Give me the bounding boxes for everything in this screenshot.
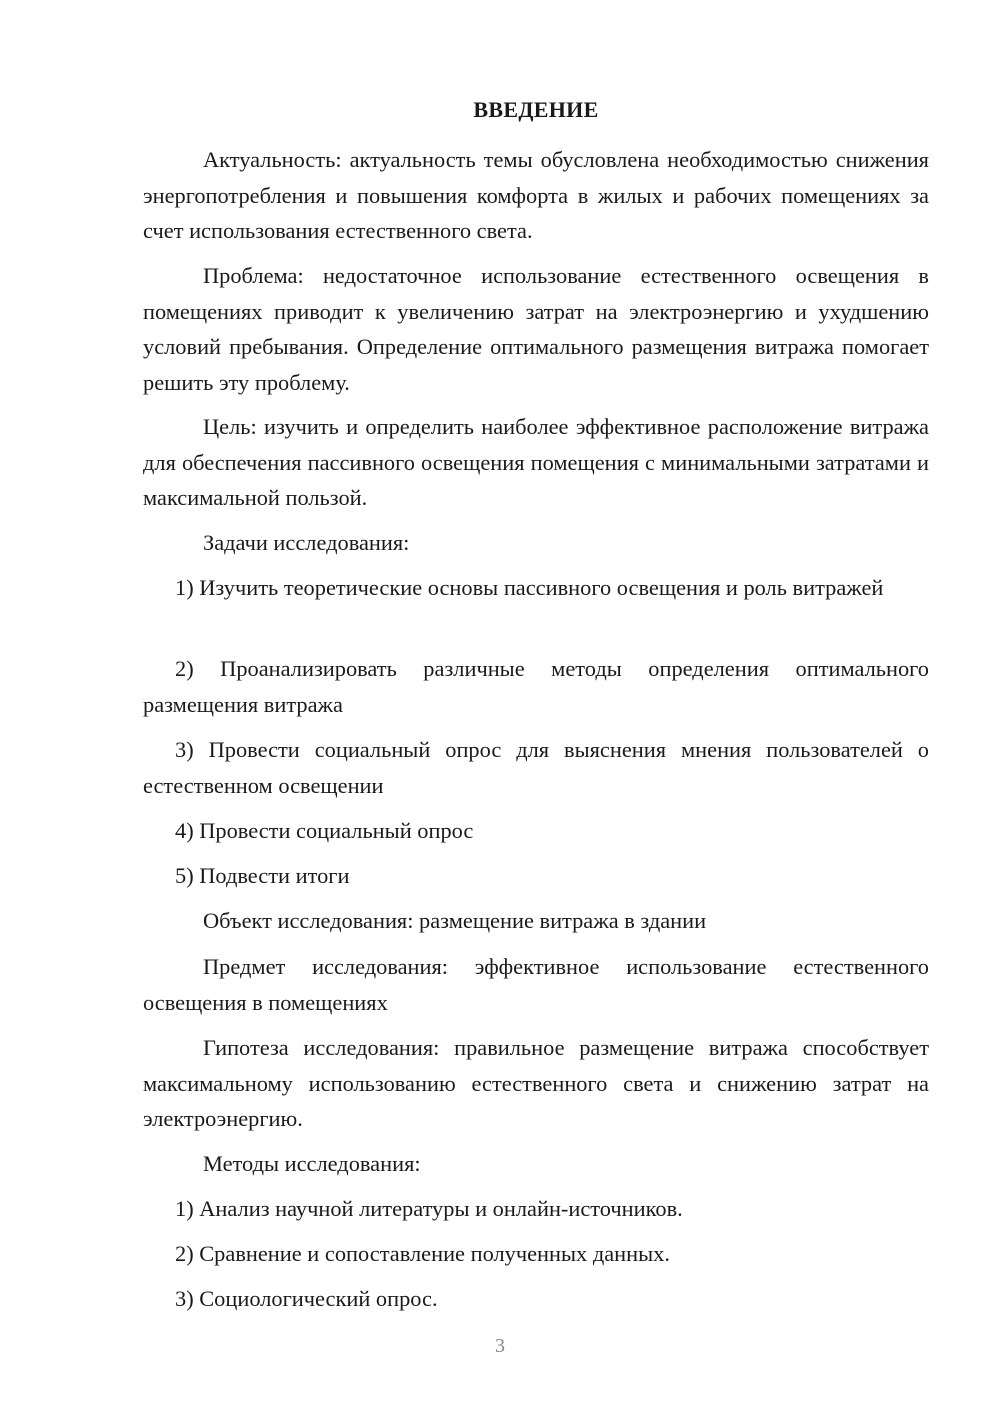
paragraph-goal: Цель: изучить и определить наиболее эффективное расположение витража для обеспечения пассивного освещения помещения с минимальными затратами и максимальной пользой. (143, 414, 929, 510)
task-item-4: 4) Провести социальный опрос (175, 818, 474, 843)
tasks-heading: Задачи исследования: (203, 530, 410, 555)
methods-heading: Методы исследования: (203, 1151, 421, 1176)
paragraph-hypothesis: Гипотеза исследования: правильное размещение витража способствует максимальному использованию естественного света и снижению затрат на электроэнергию. (143, 1035, 929, 1131)
page-number: 3 (495, 1335, 505, 1357)
task-item-5: 5) Подвести итоги (175, 863, 350, 888)
section-heading: ВВЕДЕНИЕ (473, 97, 599, 122)
method-item-3: 3) Социологический опрос. (175, 1286, 438, 1311)
method-item-1: 1) Анализ научной литературы и онлайн-источников. (175, 1196, 683, 1221)
paragraph-problem: Проблема: недостаточное использование естественного освещения в помещениях приводит к увеличению затрат на электроэнергию и ухудшению условий пребывания. Определение оптимального размещения витража помогает решить эту проблему. (143, 263, 929, 395)
task-item-3: 3) Провести социальный опрос для выяснения мнения пользователей о естественном освещении (143, 737, 929, 798)
task-item-1: 1) Изучить теоретические основы пассивного освещения и роль витражей (175, 575, 884, 600)
task-item-2: 2) Проанализировать различные методы определения оптимального размещения витража (143, 656, 929, 717)
paragraph-subject: Предмет исследования: эффективное использование естественного освещения в помещениях (143, 954, 929, 1015)
paragraph-relevance: Актуальность: актуальность темы обусловлена необходимостью снижения энергопотребления и повышения комфорта в жилых и рабочих помещениях за счет использования естественного света. (143, 147, 929, 243)
method-item-2: 2) Сравнение и сопоставление полученных данных. (175, 1241, 670, 1266)
paragraph-object: Объект исследования: размещение витража в здании (203, 908, 707, 933)
